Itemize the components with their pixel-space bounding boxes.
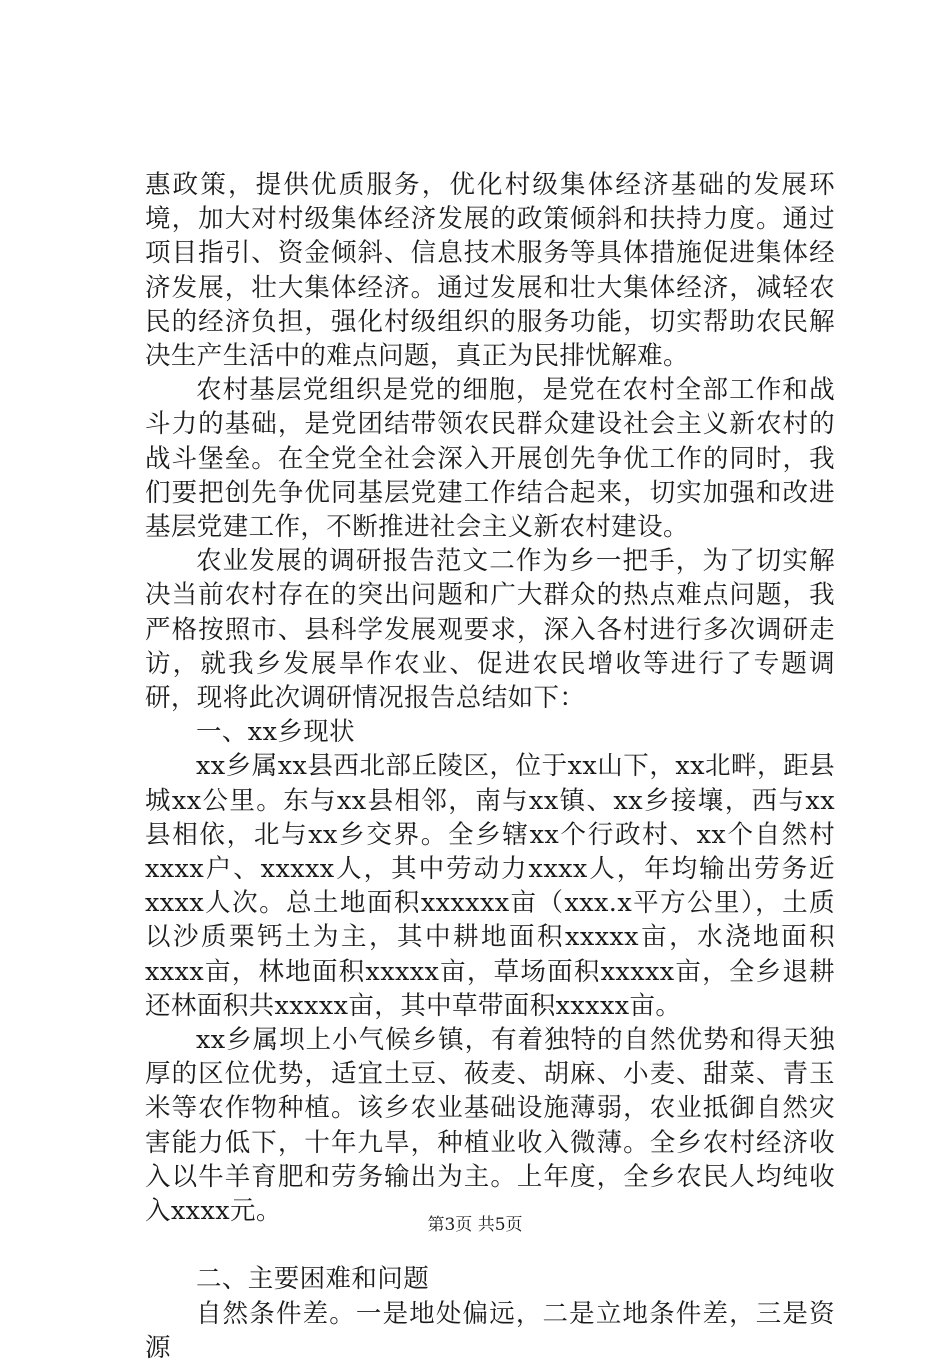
document-body	[145, 168, 835, 1365]
page-number-footer: 第3页 共5页	[427, 1215, 523, 1235]
section-heading-problems: 二、主要困难和问题	[196, 1264, 430, 1295]
paragraph-climate-advantages: xx乡属坝上小气候乡镇，有着独特的自然优势和得天独厚的区位优势，适宜土豆、莜麦、胡麻、小麦、甜菜、青玉米等农作物种植。该乡农业基础设施薄弱，农业抵御自然灾害能力低下，十年九旱，种植业收入微薄。全乡农村经济收入以牛羊育肥和劳务输出为主。上年度，全乡农民人均纯收入xxxx元。	[145, 1025, 835, 1227]
paragraph-township-overview: xx乡属xx县西北部丘陵区，位于xx山下，xx北畔，距县城xx公里。东与xx县相邻，南与xx镇、xx乡接壤，西与xx县相依，北与xx乡交界。全乡辖xx个行政村、xx个自然村xxxx户、xxxxx人，其中劳动力xxxx人，年均输出劳务近xxxx人次。总土地面积xxxxxx亩（xxx.x平方公里），土质以沙质栗钙土为主，其中耕地面积xxxxx亩，水浇地面积xxxx亩，林地面积xxxxx亩，草场面积xxxxx亩，全乡退耕还林面积共xxxxx亩，其中草带面积xxxxx亩。	[145, 751, 835, 1021]
paragraph-natural-conditions: 自然条件差。一是地处偏远，二是立地条件差，三是资源	[145, 1298, 835, 1363]
paragraph-continuation: 惠政策，提供优质服务，优化村级集体经济基础的发展环境，加大对村级集体经济发展的政策倾斜和扶持力度。通过项目指引、资金倾斜、信息技术服务等具体措施促进集体经济发展，壮大集体经济。通过发展和壮大集体经济，减轻农民的经济负担，强化村级组织的服务功能，切实帮助农民解决生产生活中的难点问题，真正为民排忧解难。	[145, 170, 835, 372]
paragraph-party-organization: 农村基层党组织是党的细胞，是党在农村全部工作和战斗力的基础，是党团结带领农民群众建设社会主义新农村的战斗堡垒。在全党全社会深入开展创先争优工作的同时，我们要把创先争优同基层党建工作结合起来，切实加强和改进基层党建工作，不断推进社会主义新农村建设。	[145, 375, 835, 543]
section-heading-status: 一、xx乡现状	[196, 717, 356, 748]
paragraph-report-intro: 农业发展的调研报告范文二作为乡一把手，为了切实解决当前农村存在的突出问题和广大群众的热点难点问题，我严格按照市、县科学发展观要求，深入各村进行多次调研走访，就我乡发展旱作农业、促进农民增收等进行了专题调研，现将此次调研情况报告总结如下：	[145, 546, 835, 714]
